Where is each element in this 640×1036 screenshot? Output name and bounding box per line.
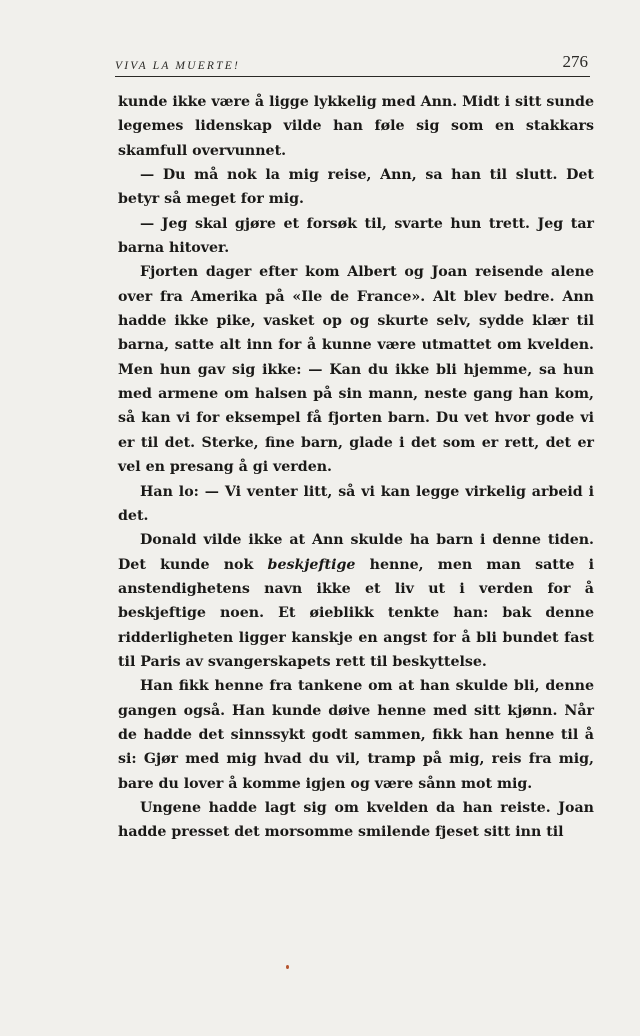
paragraph-text-before: Donald vilde ikke at Ann skulde ha barn i denne tiden. Det kunde nok bbox=[118, 532, 594, 573]
paragraph: — Du må nok la mig reise, Ann, sa han til slutt. Det betyr så meget for mig. bbox=[118, 167, 594, 208]
page-header bbox=[115, 52, 590, 77]
paragraph: kunde ikke være å ligge lykkelig med Ann. Midt i sitt sunde legemes lidenskap vilde han føle sig som en stakkars skamfull overvunnet. bbox=[118, 94, 594, 159]
print-speck bbox=[286, 965, 289, 969]
emphasized-word: beskjeftige bbox=[267, 556, 356, 573]
paragraph: Han fikk henne fra tankene om at han skulde bli, denne gangen også. Han kunde døive henne med sitt kjønn. Når de hadde det sinnssykt godt sammen, fikk han henne til å si: Gjør med mig hvad du vil, tramp på mig, reis fra mig, bare du lover å komme igjen og være sånn mot mig. bbox=[118, 678, 594, 792]
paragraph: — Jeg skal gjøre et forsøk til, svarte hun trett. Jeg tar barna hitover. bbox=[118, 215, 594, 257]
paragraph-text-after: henne, men man satte i anstendighetens navn ikke et liv ut i verden for å beskjeftige noen. Et øieblikk tenkte han: bak denne ridderligheten ligger kanskje en angst for å bli bundet fast til Paris av svangerskapets rett til beskyttelse. bbox=[118, 556, 595, 670]
running-title: VIVA LA MUERTE! bbox=[115, 60, 240, 72]
page-number: 276 bbox=[562, 52, 588, 71]
paragraph: Han lo: — Vi venter litt, så vi kan legge virkelig arbeid i det. bbox=[118, 483, 594, 524]
body-text bbox=[118, 90, 594, 845]
paragraph: Fjorten dager efter kom Albert og Joan reisende alene over fra Amerika på «Ile de France». Alt blev bedre. Ann hadde ikke pike, vasket op og skurte selv, sydde klær til barna, satte alt inn for å kunne være utmattet om kvelden. Men hun gav sig ikke: — Kan du ikke bli hjemme, sa hun med armene om halsen på sin mann, neste gang han kom, så kan vi for eksempel få fjorten barn. Du vet hvor gode vi er til det. Sterke, fine barn, glade i det som er rett, det er vel en presang å gi verden. bbox=[118, 264, 594, 476]
paragraph bbox=[118, 528, 594, 674]
paragraph: Ungene hadde lagt sig om kvelden da han reiste. Joan hadde presset det morsomme smilende fjeset sitt inn til bbox=[118, 799, 594, 841]
